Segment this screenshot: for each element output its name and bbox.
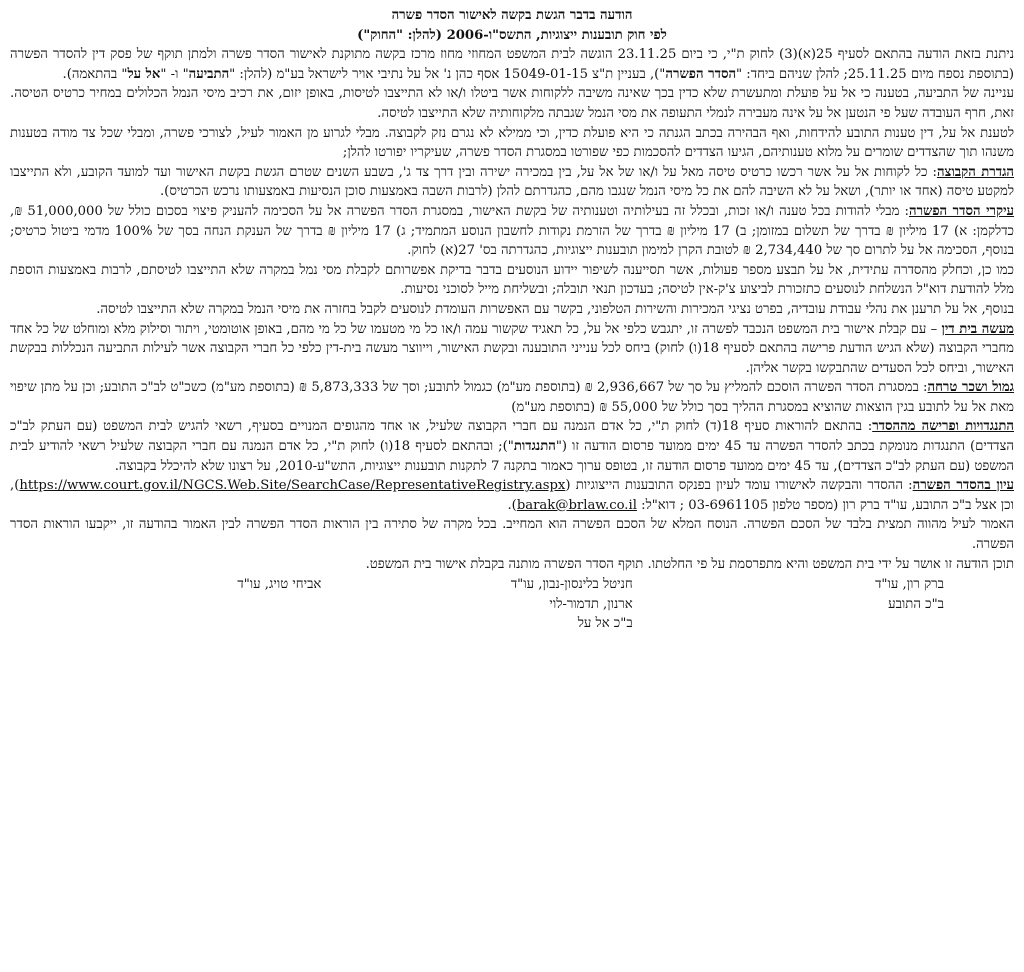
- intro-paragraph: [10, 45, 1014, 84]
- future-actions-paragraph: כמו כן, וכחלק מהסדרה עתידית, אל על תבצע מספר פעולות, אשר תסייענה לשיפור יידוע הנוסעים בדבר בדיקת אפשרותם לקבלת מסי נמל במקרה שלא התייצבו לטיסתם, לרבות באמצעות הוספת מלל להודעת דוא"ל הנשלחת לנוסעים כתזכורת לביצוע צ'ק-אין לטיסה; בעדכון תנאי תובלה; ובשליחת מייל לסוכני נסיעות.: [10, 262, 1014, 298]
- signatures: [10, 575, 1014, 634]
- settlement-terms-heading: עיקרי הסדר הפשרה: [908, 203, 1014, 219]
- res-judicata-paragraph: [10, 320, 1014, 379]
- procedures-paragraph: בנוסף, אל על תרענן את נהלי עבודת עובדיה, בפרט נציגי המכירות והשירות הטלפוני, בקשר עם האפשרות העומדת לנוסעים לקבל בחזרה את מיסי הנמל במקרה שלא התייצבו לטיסה.: [96, 301, 1014, 317]
- inspection-text-2: ), וכן אצל ב"כ התובע, עו"ד ברק רון (מספר טלפון 03-6961105 ; דוא"ל:: [10, 478, 1014, 513]
- intro-text-3: " ו- ": [160, 66, 189, 82]
- fees-heading: גמול ושכר טרחה: [927, 380, 1014, 396]
- notice-subtitle: לפי חוק תובענות ייצוגיות, התשס"ו-2006 (להלן: "החוק"): [357, 27, 667, 43]
- email-link[interactable]: barak@brlaw.co.il: [516, 497, 637, 513]
- summary-paragraph: האמור לעיל מהווה תמצית בלבד של הסכם הפשרה. הנוסח המלא של הסכם הפשרה הוא המחייב. בכל מקרה של סתירה בין הוראות הסדר הפשרה לבין האמור בהודעה זו, ייקבעו הוראות הסדר הפשרה.: [10, 517, 1014, 553]
- inspection-text-3: ).: [507, 497, 517, 513]
- inspection-heading: עיון בהסדר הפשרה: [912, 478, 1014, 494]
- intro-text-1: ניתנת בזאת הודעה בהתאם לסעיף 25(א)(3) לחוק ת"י, כי ביום 23.11.25 הוגשה לבית המשפט המחוזי מחוז מרכז בקשה מתוקנת לאישור הסדר פשרה ולמתן תוקף של פסק דין להסדר הפשרה (בתוספת נספח מיום 25.11.25; להלן שניהם ביחד: ": [10, 47, 1014, 82]
- signature-name: אביחי טויג, עו"ד: [237, 577, 322, 593]
- approval-paragraph: תוכן הודעה זו אושר על ידי בית המשפט והיא מתפרסמת על פי החלטתו. תוקף הסדר הפשרה מותנה בקבלת אישור בית המשפט.: [365, 556, 1014, 572]
- signature-col-plaintiff: [633, 575, 944, 634]
- defense-paragraph: לטענת אל על, דין טענות התובע להידחות, ואף הבהירה בכתב הגנתה כי היא פועלת כדין, וכי ממילא לא נגרם נזק לקבוצה. מבלי לגרוע מן האמור לעיל, לצורכי פשרה, ומבלי שכל צד מודה בטענות משנהו תוך שהצדדים שומרים על מלוא טענותיהם, הגיעו הצדדים להסכמות כפי שפורטו במסגרת הסדר פשרה, שעיקריו יפורטו להלן;: [10, 125, 1014, 161]
- inspection-paragraph: [10, 476, 1014, 515]
- term-objection: התנגדות: [513, 439, 556, 455]
- signature-role: ב"כ התובע: [888, 596, 944, 612]
- signature-name: חניטל בלינסון-נבון, עו"ד: [510, 577, 633, 593]
- inspection-text-1: : ההסדר והבקשה לאישורו עומד לעיון בפנקס התובענות הייצוגיות (: [565, 478, 913, 494]
- notice-title: הודעה בדבר הגשת בקשה לאישור הסדר פשרה: [391, 8, 633, 23]
- res-judicata-heading: מעשה בית דין: [941, 321, 1014, 337]
- class-definition-text: : כל לקוחות אל על אשר רכשו כרטיס טיסה מאל על ו/או של אל על, בין במכירה ישירה ובין דרך צד ג', בשבע השנים שטרם הגשת בקשת האישור ועד למועד הקובע, ולא התייצבו למקטע טיסה (אחד או יותר), ושאל על לא השיבה להם את כל מיסי הנמל שנגבו מהם, כהגדרתם להלן (לרבות השבה באמצעות סוכן הנסיעות באמצעותו נרכש הכרטיס).: [10, 164, 1014, 200]
- signature-col-elal-1: [321, 575, 632, 634]
- signature-role: ב"כ אל על: [577, 616, 633, 632]
- res-judicata-text: – עם קבלת אישור בית המשפט הנכבד לפשרה זו, יתגבש כלפי אל על, כל תאגיד שקשור עמה ו/או כל מי מטעמו של כל מי מהם, באופן אוטומטי, ויתור וסילוק מלא ומוחלט של כל אחד מחברי הקבוצה (שלא הגיש הודעת פרישה בהתאם לסעיף 18(ו) לחוק) ביחס לכל ענייני התובענה ובקשת האישור, וייווצר מעשה בית-דין כלפי כל חברי הקבוצה אשר לעילות התביעה הנכללות בבקשת האישור, וביחס לכל הסעדים שהתבקשו בקשר אליהן.: [10, 321, 1014, 376]
- intro-text-4: " בהתאמה).: [62, 66, 128, 82]
- intro-text-2: "), בעניין ת"צ 15049-01-15 אסף כהן נ' אל על נתיבי אויר לישראל בע"מ (להלן: ": [229, 66, 666, 82]
- claim-paragraph: עניינה של התביעה, בטענה כי אל על פועלת ומתעשרת שלא כדין בכך שאינה משיבה ללקוחות אשר ביטלו ו/או לא התייצבו לטיסות, באופן יזום, את רכיב מיסי הנמל הכלולים במחיר כרטיס הטיסה. זאת, חרף העובדה שעל פי הנטען אל על אינה מעבירה לנמלי התעופה את מסי הנמל שגבתה מלקוחותיה שלא התייצבו לטיסה.: [10, 86, 1015, 121]
- registry-link[interactable]: https://www.court.gov.il/NGCS.Web.Site/SearchCase/RepresentativeRegistry.aspx: [19, 478, 566, 494]
- fees-text: : במסגרת הסדר הפשרה הוסכם להמליץ על סך של 2,936,667 ₪ (בתוספת מע"מ) כגמול לתובע; וסך של 5,873,333 ₪ (בתוספת מע"מ) כשכ"ט לב"כ התובע; וכן על מתן שיפוי מאת אל על לתובע בגין הוצאות שהוציא במסגרת ההליך בסך כולל של 55,000 ₪ (בתוספת מע"מ): [10, 380, 1014, 415]
- objections-heading: התנגדויות ופרישה מההסדר: [872, 419, 1014, 435]
- signature-name: ברק רון, עו"ד: [875, 577, 944, 593]
- term-elal: אל על: [127, 66, 161, 82]
- settlement-terms-text: : מבלי להודות בכל טענה ו/או זכות, ובכלל זה בעילותיה וטענותיה של בקשת האישור, במסגרת הסדר הפשרה אל על הסכימה להעניק פיצוי בסכום כולל של 51,000,000 ₪, כדלקמן: א) 17 מיליון ₪ בדרך של תשלום במזומן; ב) 17 מיליון ₪ בדרך של הזרמת נקודות לחשבון הנוסע המתמיד; ג) 17 מיליון ₪ בדרך של הענקת הנחה בסך של 100% מדמי ביטול כרטיס; בנוסף, הסכימה אל על לתרום סך של 2,734,440 ₪ לטובת הקרן למימון תובענות ייצוגיות, כהגדרתה בס' 27(א) לחוק.: [10, 203, 1014, 259]
- class-definition-heading: הגדרת הקבוצה: [936, 164, 1015, 180]
- objections-paragraph: [10, 417, 1014, 476]
- term-lawsuit: התביעה: [188, 66, 230, 82]
- fees-paragraph: [10, 378, 1014, 417]
- signature-col-elal-2: [10, 575, 321, 634]
- settlement-terms-paragraph: [10, 202, 1014, 261]
- objections-text-2: "); ובהתאם לסעיף 18(ו) לחוק ת"י, כל אדם הנמנה עם חברי הקבוצה שלעיל רשאי להודיע לבית המשפט (עם העתק לב"כ הצדדים), עד 45 ימים ממועד פרסום הודעה זו, בטופס ערוך כאמור בתקנה 7 לתקנות תובענות ייצוגיות, התש"ע-2010, על רצונו שלא להיכלל בקבוצה.: [10, 439, 1014, 474]
- class-definition-paragraph: [10, 163, 1014, 202]
- term-settlement: הסדר הפשרה: [665, 66, 737, 82]
- objections-text-1: : בהתאם להוראות סעיף 18(ד) לחוק ת"י, כל אדם הנמנה עם חברי הקבוצה שלעיל, או אחד מהגופים המנויים בסעיף, רשאי להגיש לבית המשפט (עם העתק לב"כ הצדדים) התנגדות מנומקת בכתב להסדר הפשרה עד 45 ימים ממועד פרסום הודעה זו (": [10, 419, 1014, 455]
- signature-firm: ארנון, תדמור-לוי: [549, 596, 633, 612]
